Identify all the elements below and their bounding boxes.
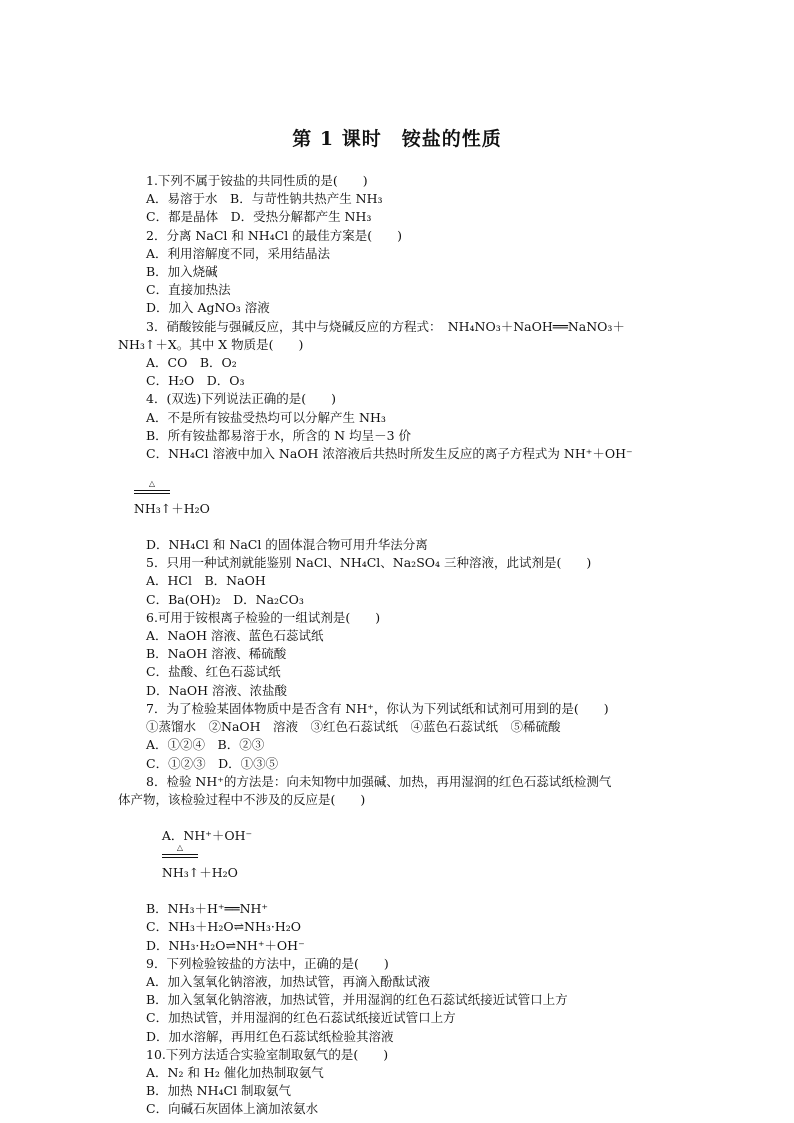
- q7-options-cd: C．①②③ D．①③⑤: [146, 755, 279, 771]
- q3-options-cd: C．H₂O D．O₃: [146, 373, 245, 389]
- q4-equation-product: NH₃↑＋H₂O: [133, 500, 210, 516]
- q1-options-cd: C．都是晶体 D．受热分解都产生 NH₃: [146, 209, 372, 225]
- q9-stem: 9．下列检验铵盐的方法中，正确的是( ): [146, 955, 389, 971]
- q2-option-c: C．直接加热法: [146, 282, 231, 298]
- q7-stem: 7．为了检验某固体物质中是否含有 NH⁺，你认为下列试纸和试剂可用到的是( ): [146, 700, 609, 716]
- q2-option-a: A．利用溶解度不同，采用结晶法: [146, 245, 331, 261]
- q8-stem-cont: 体产物，该检验过程中不涉及的反应是( ): [118, 791, 366, 807]
- q3-options-ab: A．CO B．O₂: [146, 355, 237, 371]
- q5-options-ab: A．HCl B．NaOH: [146, 573, 266, 589]
- heat-equals-sign: △: [134, 485, 170, 497]
- q2-option-b: B．加入烧碱: [146, 264, 218, 280]
- q8-option-d: D．NH₃·H₂O⇌NH⁺＋OH⁻: [146, 937, 305, 953]
- q10-option-a: A．N₂ 和 H₂ 催化加热制取氨气: [146, 1064, 324, 1080]
- q4-option-a: A．不是所有铵盐受热均可以分解产生 NH₃: [146, 409, 386, 425]
- q1-stem: 1.下列不属于铵盐的共同性质的是( ): [146, 173, 368, 188]
- question-list: [118, 172, 678, 1119]
- q9-option-b: B．加入氢氧化钠溶液，加热试管，并用湿润的红色石蕊试纸接近试管口上方: [146, 992, 568, 1008]
- q6-stem: 6.可用于铵根离子检验的一组试剂是( ): [146, 609, 381, 625]
- q4-option-c: C．NH₄Cl 溶液中加入 NaOH 浓溶液后共热时所发生反应的离子方程式为 NH⁺＋OH⁻: [146, 446, 633, 462]
- q2-option-d: D．加入 AgNO₃ 溶液: [146, 300, 270, 316]
- q8-option-a-products: NH₃↑＋H₂O: [161, 864, 238, 880]
- q3-stem: 3．硝酸铵能与强碱反应，其中与烧碱反应的方程式： NH₄NO₃＋NaOH══NaNO₃＋: [146, 318, 625, 334]
- heat-equals-sign: △: [162, 849, 198, 861]
- q10-option-c: C．向碱石灰固体上滴加浓氨水: [146, 1101, 319, 1117]
- q2-stem: 2．分离 NaCl 和 NH₄Cl 的最佳方案是( ): [146, 227, 402, 243]
- q8-stem: 8．检验 NH⁺的方法是：向未知物中加强碱、加热，再用湿润的红色石蕊试纸检测气: [146, 773, 612, 789]
- q7-reagents: ①蒸馏水 ②NaOH 溶液 ③红色石蕊试纸 ④蓝色石蕊试纸 ⑤稀硫酸: [146, 719, 561, 735]
- q9-option-c: C．加热试管，并用湿润的红色石蕊试纸接近试管口上方: [146, 1010, 456, 1026]
- q10-stem: 10.下列方法适合实验室制取氨气的是( ): [146, 1046, 389, 1062]
- q7-options-ab: A．①②④ B．②③: [146, 737, 265, 753]
- q6-option-d: D．NaOH 溶液、浓盐酸: [146, 682, 288, 698]
- q8-option-a-reactants: A．NH⁺＋OH⁻: [161, 828, 253, 844]
- q4-option-d: D．NH₄Cl 和 NaCl 的固体混合物可用升华法分离: [146, 537, 428, 553]
- q8-option-c: C．NH₃＋H₂O⇌NH₃·H₂O: [146, 919, 302, 935]
- q6-option-c: C．盐酸、红色石蕊试纸: [146, 664, 281, 680]
- q4-stem: 4．(双选)下列说法正确的是( ): [146, 391, 336, 407]
- q6-option-b: B．NaOH 溶液、稀硫酸: [146, 646, 287, 662]
- q9-option-d: D．加水溶解，再用红色石蕊试纸检验其溶液: [146, 1028, 394, 1044]
- q10-option-b: B．加热 NH₄Cl 制取氨气: [146, 1083, 292, 1099]
- q8-option-a: [118, 809, 678, 900]
- q4-option-b: B．所有铵盐都易溶于水，所含的 N 均呈－3 价: [146, 427, 411, 443]
- page-title: 第 1 课时 铵盐的性质: [292, 128, 502, 150]
- q1-options-ab: A．易溶于水 B．与苛性钠共热产生 NH₃: [146, 191, 383, 207]
- q9-option-a: A．加入氢氧化钠溶液，加热试管，再滴入酚酞试液: [146, 973, 431, 989]
- q6-option-a: A．NaOH 溶液、蓝色石蕊试纸: [146, 628, 324, 644]
- q3-stem-cont: NH₃↑＋X。其中 X 物质是( ): [118, 336, 304, 352]
- q5-options-cd: C．Ba(OH)₂ D．Na₂CO₃: [146, 591, 304, 607]
- q5-stem: 5．只用一种试剂就能鉴别 NaCl、NH₄Cl、Na₂SO₄ 三种溶液，此试剂是( ): [146, 555, 592, 571]
- q8-option-b: B．NH₃＋H⁺══NH⁺: [146, 901, 269, 917]
- q4-option-c-cont: [118, 463, 678, 536]
